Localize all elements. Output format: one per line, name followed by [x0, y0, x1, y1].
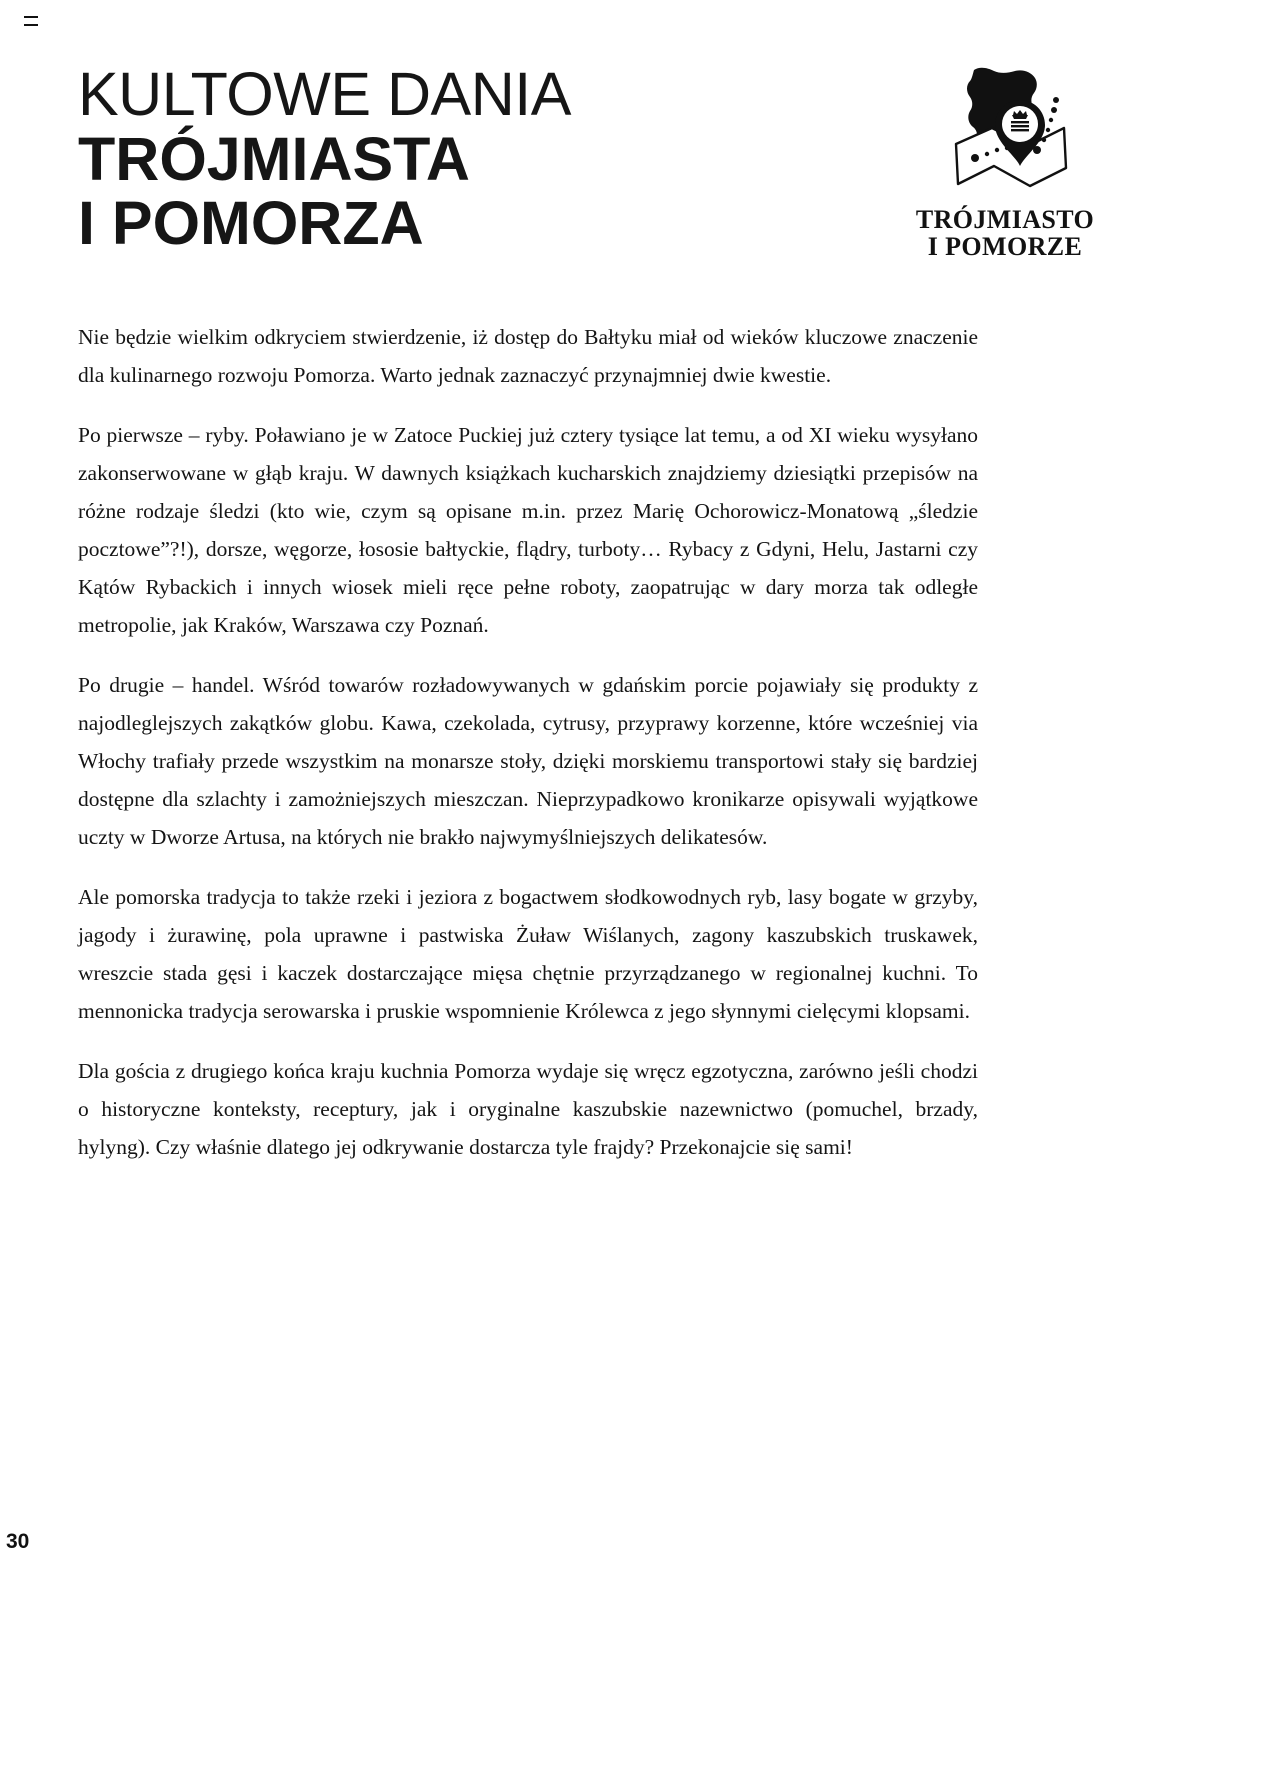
brand-logo — [890, 62, 1120, 261]
article-body — [78, 318, 978, 1166]
brand-logo-text — [890, 206, 1120, 261]
page-title-line-1: KULTOWE DANIA — [78, 60, 571, 128]
page-title-line-3: I POMORZA — [78, 189, 424, 258]
paragraph: Nie będzie wielkim odkryciem stwierdzenie, iż dostęp do Bałtyku miał od wieków kluczowe znaczenie dla kulinarnego rozwoju Pomorza. Warto jednak zaznaczyć przynajmniej dwie kwestie. — [78, 325, 978, 387]
equals-mark-icon — [24, 16, 38, 26]
paragraph: Po pierwsze – ryby. Poławiano je w Zatoce Puckiej już cztery tysiące lat temu, a od XI wieku wysyłano zakonserwowane w głąb kraju. W dawnych książkach kucharskich znajdziemy dziesiątki przepisów na różne rodzaje śledzi (kto wie, czym są opisane m.in. przez Marię Ochorowicz-Monatową „śledzie pocztowe”?!), dorsze, węgorze, łososie bałtyckie, flądry, turboty… Rybacy z Gdyni, Helu, Jastarni czy Kątów Rybackich i innych wiosek mieli ręce pełne roboty, zaopatrując w dary morza tak odległe metropolie, jak Kraków, Warszawa czy Poznań. — [78, 423, 978, 637]
page-title-line-2: TRÓJMIASTA — [78, 124, 470, 193]
paragraph: Po drugie – handel. Wśród towarów rozładowywanych w gdańskim porcie pojawiały się produkty z najodleglejszych zakątków globu. Kawa, czekolada, cytrusy, przyprawy korzenne, które wcześniej via Włochy trafiały przede wszystkim na monarsze stoły, dzięki morskiemu transportowi stały się bardziej dostępne dla szlachty i zamożniejszych mieszczan. Nieprzypadkowo kronikarze opisywali wyjątkowe uczty w Dworze Artusa, na których nie brakło najwymyślniejszych delikatesów. — [78, 673, 978, 849]
page-title — [78, 62, 698, 256]
brand-logo-text-line-2: I POMORZE — [927, 232, 1083, 262]
paragraph: Ale pomorska tradycja to także rzeki i jeziora z bogactwem słodkowodnych ryb, lasy bogate w grzyby, jagody i żurawinę, pola uprawne i pastwiska Żuław Wiślanych, zagony kaszubskich truskawek, wreszcie stada gęsi i kaczek dostarczające mięsa chętnie przyrządzanego w regionalnej kuchni. To mennonicka tradycja serowarska i pruskie wspomnienie Królewca z jego słynnymi cielęcymi klopsami. — [78, 885, 978, 1023]
page-header — [78, 62, 1202, 292]
page-number: 30 — [6, 1530, 30, 1553]
map-pin-region-logo-icon — [930, 62, 1080, 202]
paragraph: Dla gościa z drugiego końca kraju kuchnia Pomorza wydaje się wręcz egzotyczna, zarówno jeśli chodzi o historyczne konteksty, receptury, jak i oryginalne kaszubskie nazewnictwo (pomuchel, brzady, hylyng). Czy właśnie dlatego jej odkrywanie dostarcza tyle frajdy? Przekonajcie się sami! — [78, 1059, 978, 1159]
brand-logo-text-line-1: TRÓJMIASTO — [915, 205, 1095, 234]
